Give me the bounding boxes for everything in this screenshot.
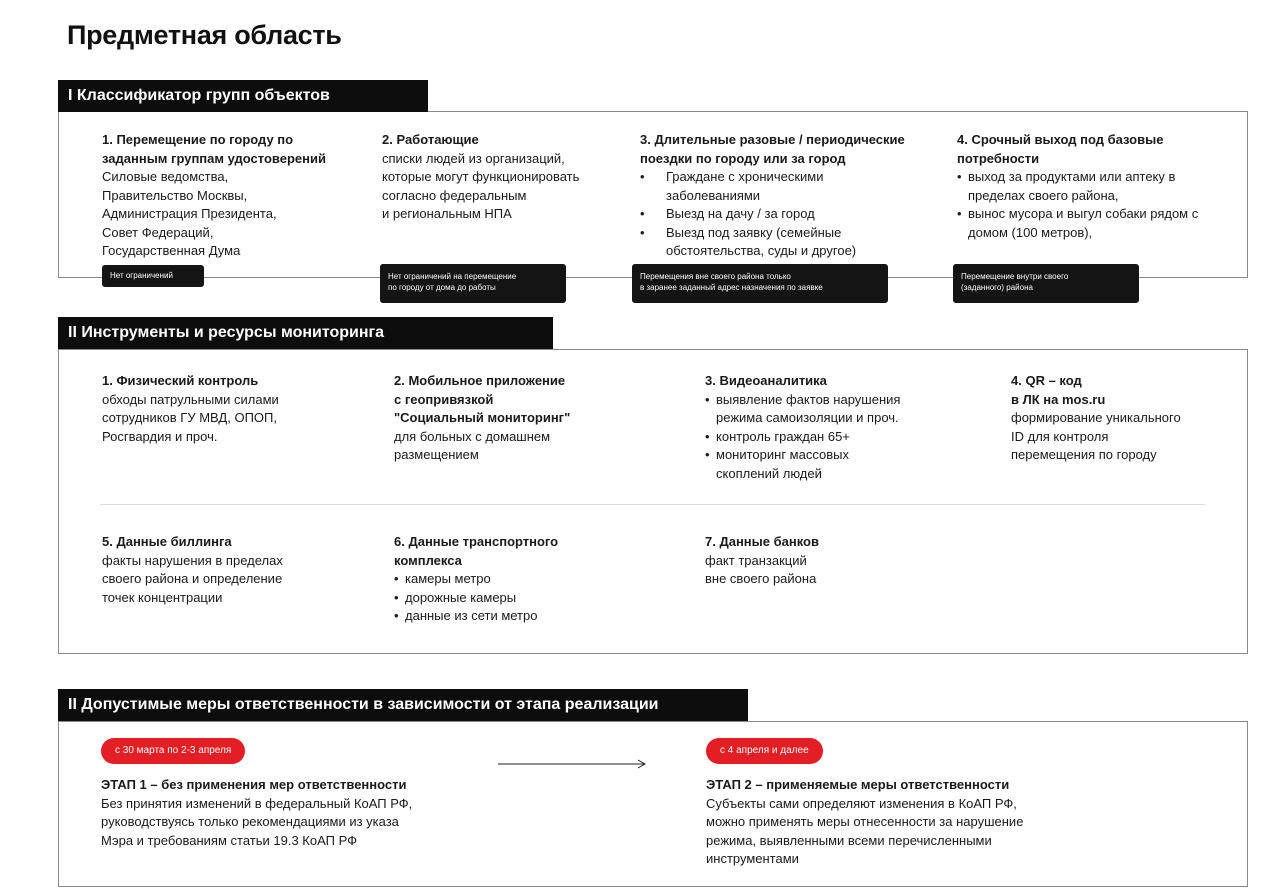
monitoring-item-2-title: 2. Мобильное приложение с геопривязкой "Социальный мониторинг" [394,373,571,425]
stage-arrow-icon [498,758,648,770]
list-item: • дорожные камеры [394,589,684,608]
list-item: • мониторинг массовых скоплений людей [705,446,880,483]
monitoring-item-3-list [705,391,930,484]
classifier-note-4: Перемещение внутри своего (заданного) района [953,264,1139,303]
list-item: • Граждане с хроническими заболеваниями [640,168,895,205]
classifier-note-3: Перемещения вне своего района только в заранее заданный адрес назначения по заявке [632,264,888,303]
monitoring-item-2 [394,372,684,465]
monitoring-item-6-list [394,570,684,626]
list-item: • выявление фактов нарушения режима самоизоляции и проч. [705,391,930,428]
monitoring-item-6 [394,533,684,626]
classifier-col-2-body: списки людей из организаций, которые могут функционировать согласно федеральным и региональным НПА [382,150,580,221]
monitoring-item-1 [102,372,382,446]
monitoring-item-6-title: 6. Данные транспортного комплекса [394,534,559,568]
monitoring-divider [100,504,1205,505]
monitoring-item-4-title: 4. QR – код в ЛК на mos.ru [1011,373,1106,407]
responsibility-section-header: II Допустимые меры ответственности в зависимости от этапа реализации [58,689,748,721]
classifier-col-1-title: 1. Перемещение по городу по заданным группам удостоверений [102,132,326,166]
monitoring-section-header: II Инструменты и ресурсы мониторинга [58,317,553,349]
list-item: • Выезд под заявку (семейные обстоятельства, суды и другое) [640,224,895,261]
classifier-col-2 [382,131,622,224]
classifier-col-2-title: 2. Работающие [382,132,479,147]
classifier-col-3-list [640,168,895,261]
classifier-section-header: I Классификатор групп объектов [58,80,428,112]
stage-2-block [706,776,1106,869]
monitoring-item-7-title: 7. Данные банков [705,534,819,549]
stage-2-badge: с 4 апреля и далее [706,738,823,764]
monitoring-item-5-body: факты нарушения в пределах своего района и определение точек концентрации [102,552,283,605]
classifier-note-1: Нет ограничений [102,265,204,287]
classifier-col-1 [102,131,372,261]
stage-1-title: ЭТАП 1 – без применения мер ответственности [101,777,407,792]
stage-2-body: Субъекты сами определяют изменения в КоАП РФ, можно применять меры отнесенности за нарушение режима, выявленными всеми перечисленными инструментами [706,795,1024,866]
monitoring-item-5-title: 5. Данные биллинга [102,534,232,549]
stage-1-body: Без принятия изменений в федеральный КоАП РФ, руководствуясь только рекомендациями из указа Мэра и требованиям статьи 19.3 КоАП РФ [101,795,413,848]
monitoring-item-3-title: 3. Видеоаналитика [705,373,827,388]
list-item: • контроль граждан 65+ [705,428,930,447]
page-title: Предметная область [67,20,342,50]
monitoring-item-1-title: 1. Физический контроль [102,373,259,388]
classifier-note-2: Нет ограничений на перемещение по городу от дома до работы [380,264,566,303]
monitoring-item-5 [102,533,382,607]
stage-1-block [101,776,481,850]
classifier-col-1-body: Силовые ведомства, Правительство Москвы, Администрация Президента, Совет Федераций, Государственная Дума [102,169,277,258]
classifier-col-3-title: 3. Длительные разовые / периодические поездки по городу или за город [640,132,905,166]
monitoring-item-7 [705,533,945,589]
stage-1-badge: с 30 марта по 2-3 апреля [101,738,245,764]
classifier-col-4-list [957,168,1222,242]
classifier-col-4-title: 4. Срочный выход под базовые потребности [957,132,1164,166]
classifier-col-3 [640,131,935,261]
monitoring-item-3 [705,372,935,483]
monitoring-item-4 [1011,372,1236,465]
list-item: • камеры метро [394,570,684,589]
list-item: • Выезд на дачу / за город [640,205,895,224]
monitoring-item-4-body: формирование уникального ID для контроля перемещения по городу [1011,410,1181,462]
list-item: • выход за продуктами или аптеку в пределах своего района, [957,168,1222,205]
stage-2-title: ЭТАП 2 – применяемые меры ответственности [706,777,1010,792]
monitoring-item-1-body: обходы патрульными силами сотрудников ГУ МВД, ОПОП, Росгвардия и проч. [102,391,279,444]
monitoring-item-2-body: для больных с домашнем размещением [394,428,551,462]
classifier-col-4 [957,131,1227,242]
list-item: • данные из сети метро [394,607,684,626]
list-item: • вынос мусора и выгул собаки рядом с домом (100 метров), [957,205,1222,242]
monitoring-item-7-body: факт транзакций вне своего района [705,552,817,586]
